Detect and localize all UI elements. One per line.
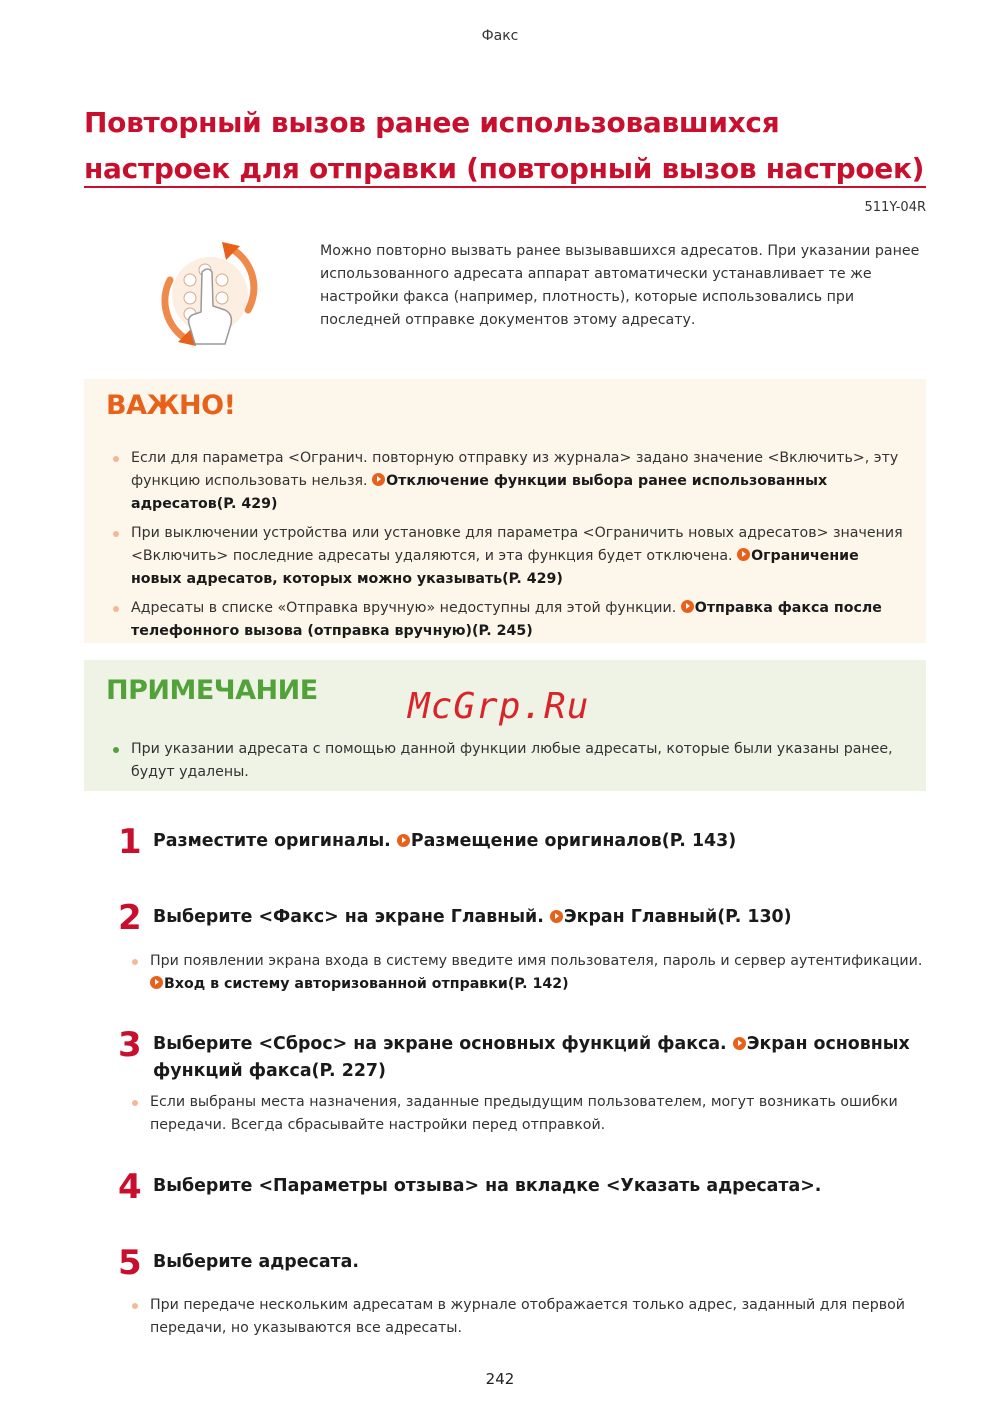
step-text: Разместите оригиналы. Размещение оригиналов(P. 143) (153, 831, 737, 851)
important-heading: ВАЖНО! (106, 390, 236, 421)
step-detail-item: При передаче нескольким адресатам в журнале отображается только адрес, заданный для первой передачи, но указываются все адресаты. (130, 1294, 926, 1340)
bullet-icon (132, 1303, 138, 1309)
title-underline (84, 186, 926, 188)
step-2 (118, 898, 926, 938)
step-detail-item: При появлении экрана входа в систему введите имя пользователя, пароль и сервер аутентификации. Вход в систему авторизованной отправки(P. 142) (130, 950, 926, 996)
arrow-link-icon (372, 473, 385, 486)
note-list (106, 738, 904, 784)
arrow-link-icon (733, 1037, 746, 1050)
note-heading: ПРИМЕЧАНИЕ (106, 675, 318, 706)
running-header: Факс (481, 28, 519, 44)
step-4 (118, 1167, 926, 1207)
arrow-link-icon (550, 910, 563, 923)
step-number: 4 (118, 1167, 142, 1207)
step-3-details (130, 1091, 926, 1137)
cross-reference-link[interactable]: Размещение оригиналов(P. 143) (397, 831, 736, 851)
step-5-details (130, 1294, 926, 1340)
watermark: McGrp.Ru (408, 686, 590, 727)
bullet-icon (132, 959, 138, 965)
arrow-link-icon (150, 976, 163, 989)
page-number: 242 (485, 1370, 515, 1388)
important-item (106, 597, 904, 643)
cross-reference-link[interactable]: Ограничение новых адресатов, которых можно указывать(P. 429) (131, 548, 859, 587)
step-number: 3 (118, 1025, 142, 1065)
page-title-line1: Повторный вызов ранее использовавшихся (84, 106, 780, 139)
step-text: Выберите <Сброс> на экране основных функций факса. Экран основных функций факса(P. 227) (153, 1034, 910, 1081)
important-item-text: Адресаты в списке «Отправка вручную» недоступны для этой функции. (131, 600, 681, 616)
step-text: Выберите <Факс> на экране Главный. Экран Главный(P. 130) (153, 907, 792, 927)
important-item (106, 522, 904, 591)
note-item-text: При указании адресата с помощью данной функции любые адресаты, которые были указаны ранее, будут удалены. (131, 741, 893, 780)
cross-reference-link[interactable]: Экран основных функций факса(P. 227) (153, 1034, 910, 1081)
cross-reference-link[interactable]: Экран Главный(P. 130) (550, 907, 792, 927)
arrow-link-icon (397, 834, 410, 847)
bullet-icon (113, 531, 119, 537)
important-item-text: Если для параметра <Огранич. повторную отправку из журнала> задано значение <Включить>, эту функцию использовать нельзя. (131, 450, 899, 489)
step-5 (118, 1243, 926, 1283)
bullet-icon (113, 606, 119, 612)
cross-reference-link[interactable]: Отключение функции выбора ранее использованных адресатов(P. 429) (131, 473, 828, 512)
arrow-link-icon (681, 600, 694, 613)
cross-reference-link[interactable]: Отправка факса после телефонного вызова (отправка вручную)(P. 245) (131, 600, 882, 639)
important-item-text: При выключении устройства или установке для параметра <Ограничить новых адресатов> значения <Включить> последние адресаты удаляются, и эта функция будет отключена. (131, 525, 903, 564)
step-1 (118, 822, 926, 862)
arrow-link-icon (737, 548, 750, 561)
bullet-icon (132, 1100, 138, 1106)
intro-paragraph: Можно повторно вызвать ранее вызывавшихся адресатов. При указании ранее использованного адресата аппарат автоматически устанавливает те же настройки факса (например, плотность), которые использовались при последней отправке документов этому адресату. (320, 243, 920, 328)
step-number: 1 (118, 822, 142, 862)
important-item (106, 447, 904, 516)
bullet-icon (113, 456, 119, 462)
step-text: Выберите <Параметры отзыва> на вкладке <Указать адресата>. (153, 1176, 822, 1196)
step-2-details (130, 950, 926, 996)
important-box (84, 379, 926, 643)
cross-reference-link[interactable]: Вход в систему авторизованной отправки(P. 142) (150, 976, 569, 992)
important-list (106, 447, 904, 643)
step-text: Выберите адресата. (153, 1252, 359, 1272)
bullet-icon (113, 747, 119, 753)
document-code: 511Y-04R (864, 200, 926, 215)
step-number: 2 (118, 898, 142, 938)
step-detail-item: Если выбраны места назначения, заданные предыдущим пользователем, могут возникать ошибки передачи. Всегда сбрасывайте настройки перед отправкой. (130, 1091, 926, 1137)
page-title-line2: настроек для отправки (повторный вызов настроек) (84, 152, 925, 185)
step-3 (118, 1025, 926, 1085)
page-title (84, 100, 926, 192)
step-number: 5 (118, 1243, 142, 1283)
note-item (106, 738, 904, 784)
finger-dial-redial-icon (160, 240, 260, 350)
